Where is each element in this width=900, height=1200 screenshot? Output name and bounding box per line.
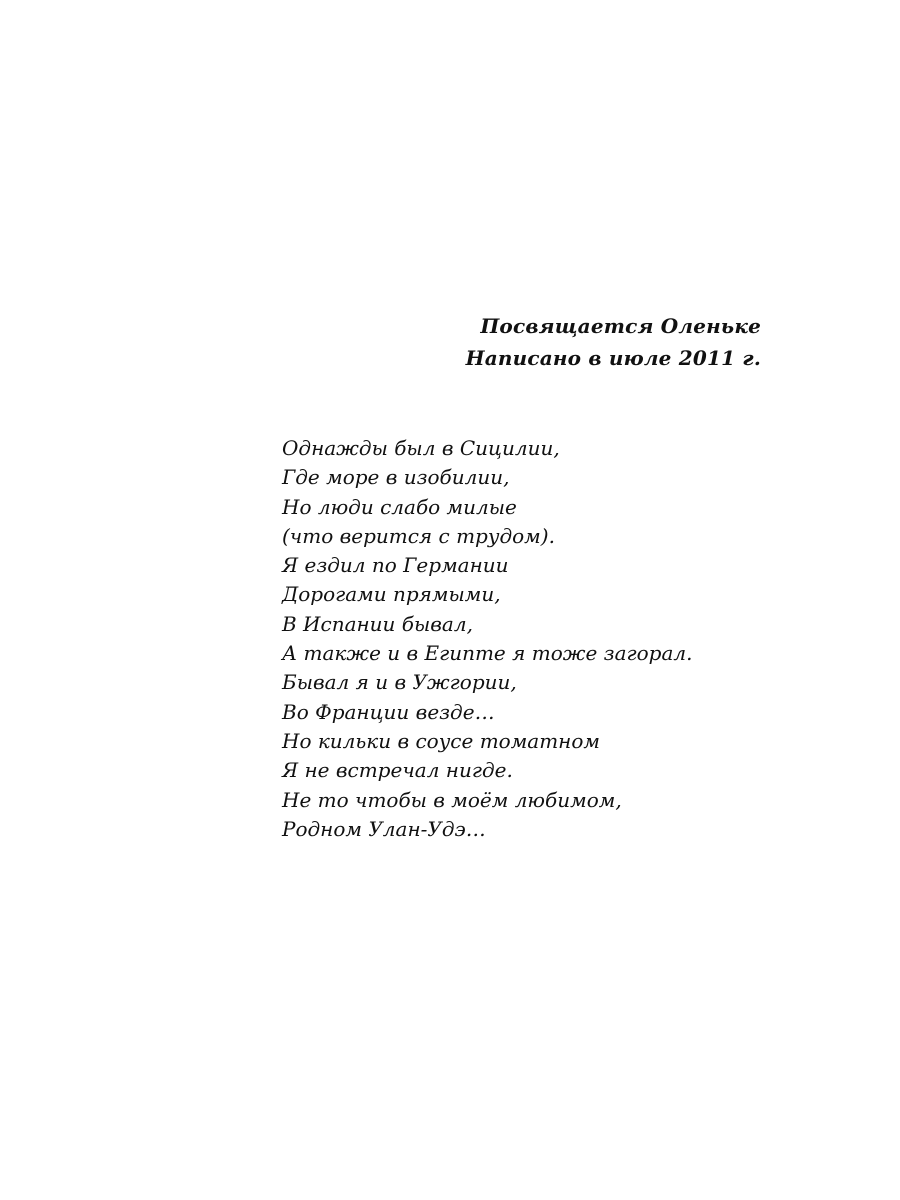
poem-line: А также и в Египте я тоже загорал. xyxy=(282,641,693,666)
poem-line: В Испании бывал, xyxy=(282,611,473,636)
poem-line: Не то чтобы в моём любимом, xyxy=(282,787,622,812)
written-date-line: Написано в июле 2011 г. xyxy=(465,346,761,370)
poem-line: Во Франции везде… xyxy=(282,699,495,724)
poem-line: Я не встречал нигде. xyxy=(282,758,513,783)
poem xyxy=(282,434,692,844)
epigraph xyxy=(466,310,761,374)
poem-line: Но кильки в соусе томатном xyxy=(282,728,600,753)
dedication-line: Посвящается Оленьке xyxy=(480,314,761,338)
poem-line: Родном Улан-Удэ… xyxy=(282,816,486,841)
poem-line: Однажды был в Сицилии, xyxy=(282,436,560,460)
poem-line: Где море в изобилии, xyxy=(282,465,510,490)
poem-line: (что верится с трудом). xyxy=(282,523,555,548)
poem-line: Бывал я и в Ужгории, xyxy=(282,670,517,695)
poem-line: Но люди слабо милые xyxy=(282,494,517,519)
poem-line: Я ездил по Германии xyxy=(282,553,509,578)
poem-line: Дорогами прямыми, xyxy=(282,582,501,607)
